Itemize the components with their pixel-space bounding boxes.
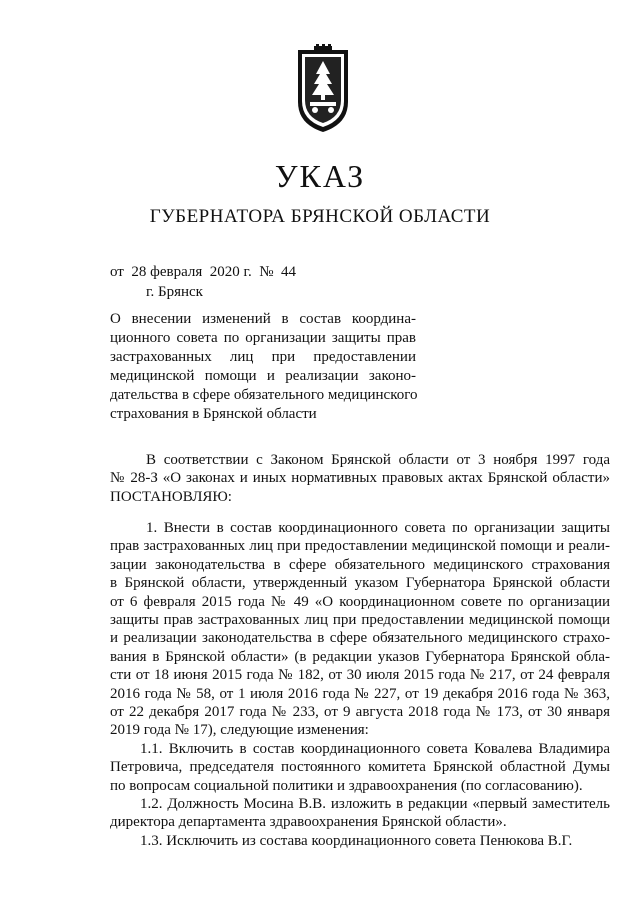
subject-line: О внесении изменений в состав координа-	[110, 311, 416, 327]
item-1-line: в Брянской области, утвержденный указом Губернатора Брянской области	[110, 575, 610, 592]
item-1-3-paragraph	[110, 832, 610, 850]
subject-line: ционного совета по организации защиты прав	[110, 330, 416, 346]
document-city: г. Брянск	[146, 284, 203, 300]
item-1-2-line: 1.2. Должность Мосина В.В. изложить в редакции «первый заместитель	[140, 796, 610, 812]
preamble-line: № 28-З «О законах и иных нормативных правовых актах Брянской области»	[110, 470, 610, 487]
item-1-2-line: директора департамента здравоохранения Брянской области».	[110, 814, 507, 831]
item-1-paragraph	[110, 519, 610, 740]
item-1-line: зации законодательства в сфере обязательного медицинского страхования	[110, 556, 610, 573]
document-subtitle: ГУБЕРНАТОРА БРЯНСКОЙ ОБЛАСТИ	[149, 206, 491, 227]
subject-line: застрахованных лиц при предоставлении	[110, 349, 416, 365]
date-prefix: от	[110, 264, 124, 280]
item-1-line: 2016 года № 58, от 1 июля 2016 года № 227, от 19 декабря 2016 года № 363,	[110, 685, 610, 702]
item-1-line: от 22 декабря 2017 года № 233, от 9 августа 2018 года № 173, от 30 января	[110, 703, 610, 720]
item-1-3-line: 1.3. Исключить из состава координационного совета Пенюкова В.Г.	[140, 833, 573, 849]
document-number: 44	[281, 264, 297, 280]
document-title: УКАЗ	[274, 158, 366, 194]
item-1-1-line: по вопросам социальной политики и здравоохранения (по согласованию).	[110, 777, 583, 794]
item-1-line: и реализации законодательства в сфере обязательного медицинского страхо-	[110, 630, 610, 647]
preamble-line: ПОСТАНОВЛЯЮ:	[110, 488, 232, 505]
subject-line: страхования в Брянской области	[110, 406, 317, 422]
item-1-line: прав застрахованных лиц при предоставлении медицинской помощи и реали-	[110, 538, 610, 555]
date-line	[110, 262, 296, 282]
document-subject	[110, 310, 416, 424]
preamble-paragraph	[110, 451, 610, 506]
item-1-line: 2019 года № 17), следующие изменения:	[110, 722, 369, 739]
item-1-line: от 6 февраля 2015 года № 49 «О координационном совете по организации	[110, 593, 610, 610]
item-1-1-line: Петровича, председателя постоянного комитета Брянской областной Думы	[110, 759, 610, 776]
subject-line: медицинской помощи и реализации законо-	[110, 368, 416, 384]
document-date: 28 февраля 2020 г.	[131, 264, 252, 280]
item-1-line: защиты прав застрахованных лиц при предоставлении медицинской помощи	[110, 611, 610, 628]
subject-line: дательства в сфере обязательного медицинского	[110, 387, 418, 403]
number-prefix: №	[259, 264, 274, 280]
bryansk-coat-of-arms-icon	[294, 44, 352, 134]
item-1-line: 1. Внести в состав координационного совета по организации защиты	[146, 520, 610, 536]
item-1-1-line: 1.1. Включить в состав координационного совета Ковалева Владимира	[140, 741, 610, 757]
item-1-line: вания в Брянской области» (в редакции указов Губернатора Брянской обла-	[110, 648, 610, 665]
preamble-line: В соответствии с Законом Брянской области от 3 ноября 1997 года	[146, 452, 610, 468]
item-1-1-paragraph	[110, 740, 610, 795]
item-1-2-paragraph	[110, 795, 610, 832]
item-1-line: сти от 18 июня 2015 года № 182, от 30 июля 2015 года № 217, от 24 февраля	[110, 667, 610, 684]
